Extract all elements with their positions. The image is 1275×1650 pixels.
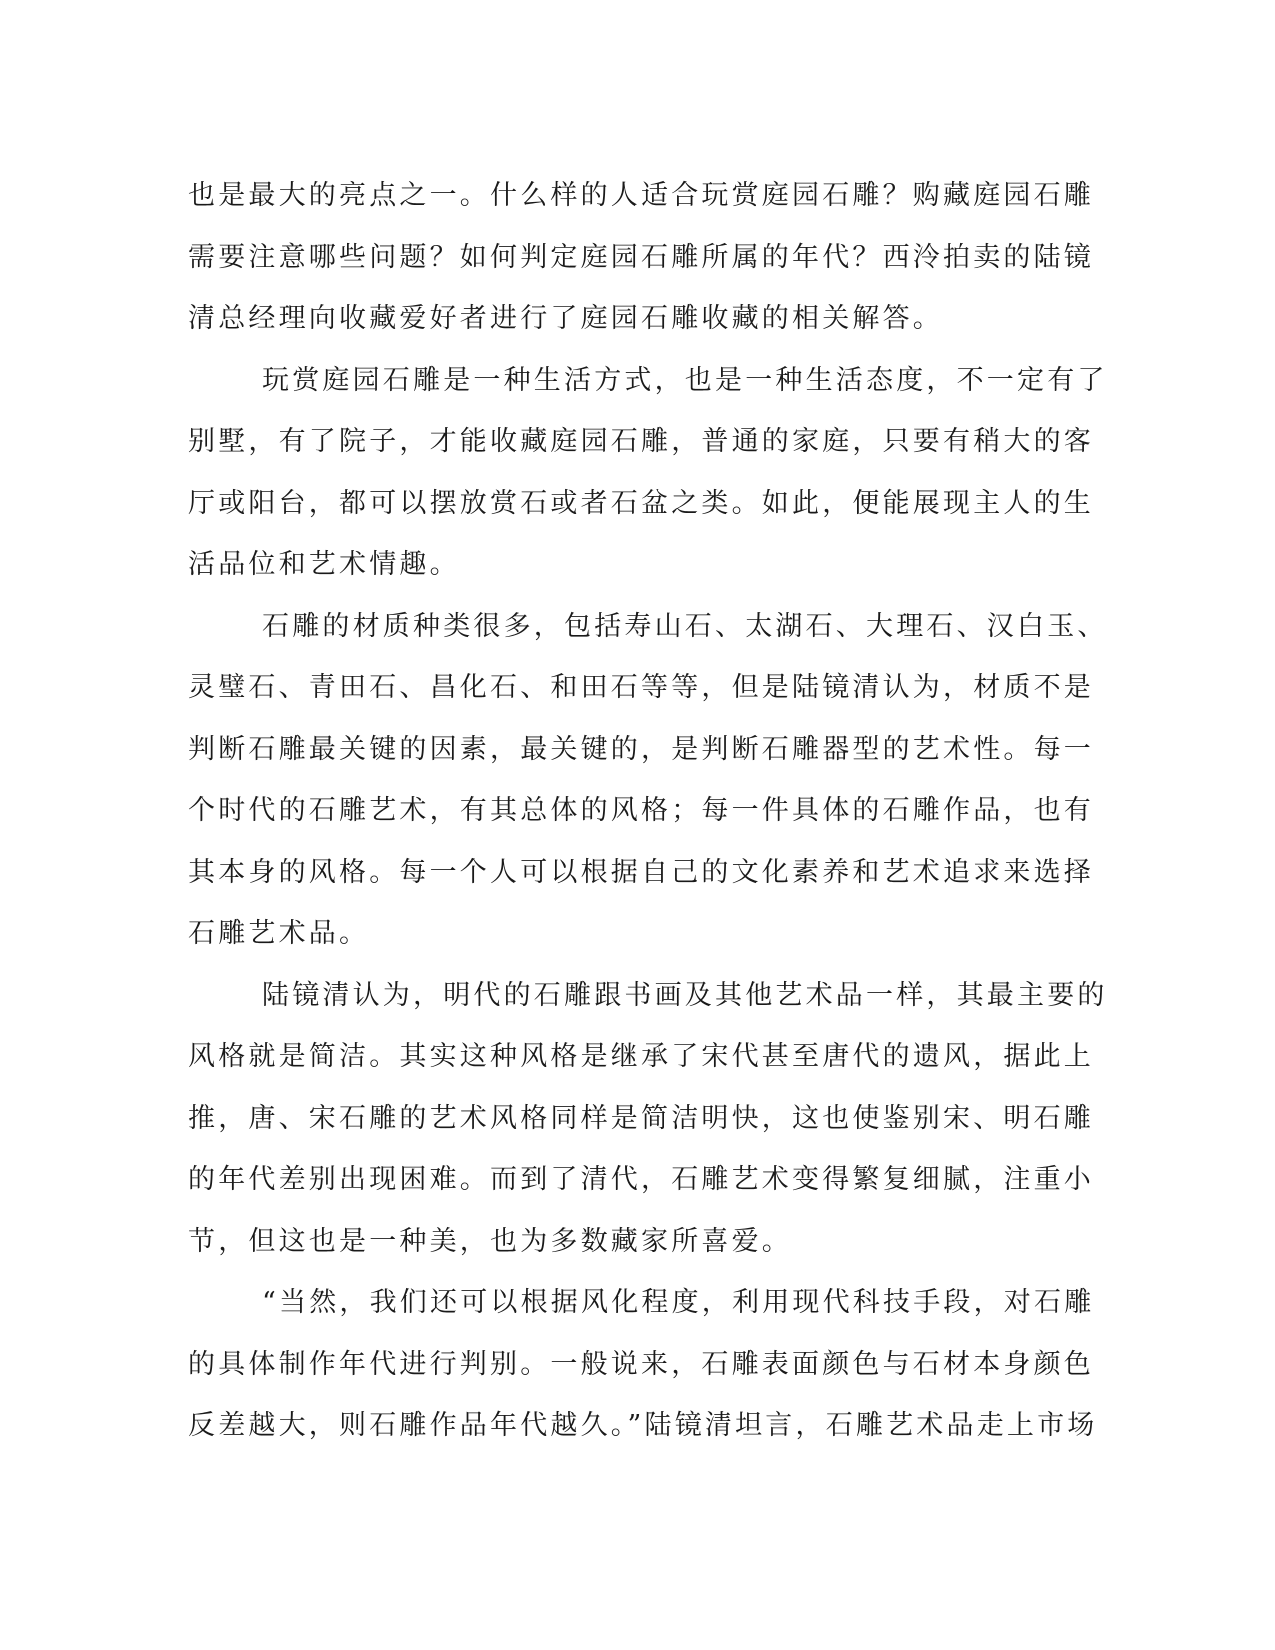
text-line: 需要注意哪些问题？如何判定庭园石雕所属的年代？西泠拍卖的陆镜 [188,241,1094,273]
text-line: 判断石雕最关键的因素，最关键的，是判断石雕器型的艺术性。每一 [188,733,1094,765]
text-line: 节，但这也是一种美，也为多数藏家所喜爱。 [188,1225,792,1257]
text-line: 灵璧石、青田石、昌化石、和田石等等，但是陆镜清认为，材质不是 [188,672,1094,703]
text-line: 的年代差别出现困难。而到了清代，石雕艺术变得繁复细腻，注重小 [188,1164,1094,1195]
text-line: 其本身的风格。每一个人可以根据自己的文化素养和艺术追求来选择 [188,856,1094,888]
paragraph-start-line: 石雕的材质种类很多，包括寿山石、太湖石、大理石、汉白玉、 [262,610,1108,642]
text-line: 别墅，有了院子，才能收藏庭园石雕，普通的家庭，只要有稍大的客 [188,426,1094,457]
body-text [188,165,1108,1457]
paragraph-start-line: 玩赏庭园石雕是一种生活方式，也是一种生活态度，不一定有了 [262,364,1108,396]
text-line: 也是最大的亮点之一。什么样的人适合玩赏庭园石雕？购藏庭园石雕 [188,180,1094,211]
text-line: 石雕艺术品。 [188,918,370,949]
text-line: 厅或阳台，都可以摆放赏石或者石盆之类。如此，便能展现主人的生 [188,487,1094,519]
paragraph-start-line: 陆镜清认为，明代的石雕跟书画及其他艺术品一样，其最主要的 [262,979,1108,1011]
text-line: 活品位和艺术情趣。 [188,549,460,580]
text-line: 个时代的石雕艺术，有其总体的风格；每一件具体的石雕作品，也有 [188,795,1094,826]
text-line: 推，唐、宋石雕的艺术风格同样是简洁明快，这也使鉴别宋、明石雕 [188,1102,1094,1134]
text-line: 风格就是简洁。其实这种风格是继承了宋代甚至唐代的遗风，据此上 [188,1041,1094,1072]
text-line: 的具体制作年代进行判别。一般说来，石雕表面颜色与石材本身颜色 [188,1348,1094,1380]
text-line: 清总经理向收藏爱好者进行了庭园石雕收藏的相关解答。 [188,303,943,334]
text-line: 反差越大，则石雕作品年代越久。”陆镜清坦言，石雕艺术品走上市场 [188,1410,1098,1441]
paragraph-start-line: “当然，我们还可以根据风化程度，利用现代科技手段，对石雕 [262,1287,1095,1318]
